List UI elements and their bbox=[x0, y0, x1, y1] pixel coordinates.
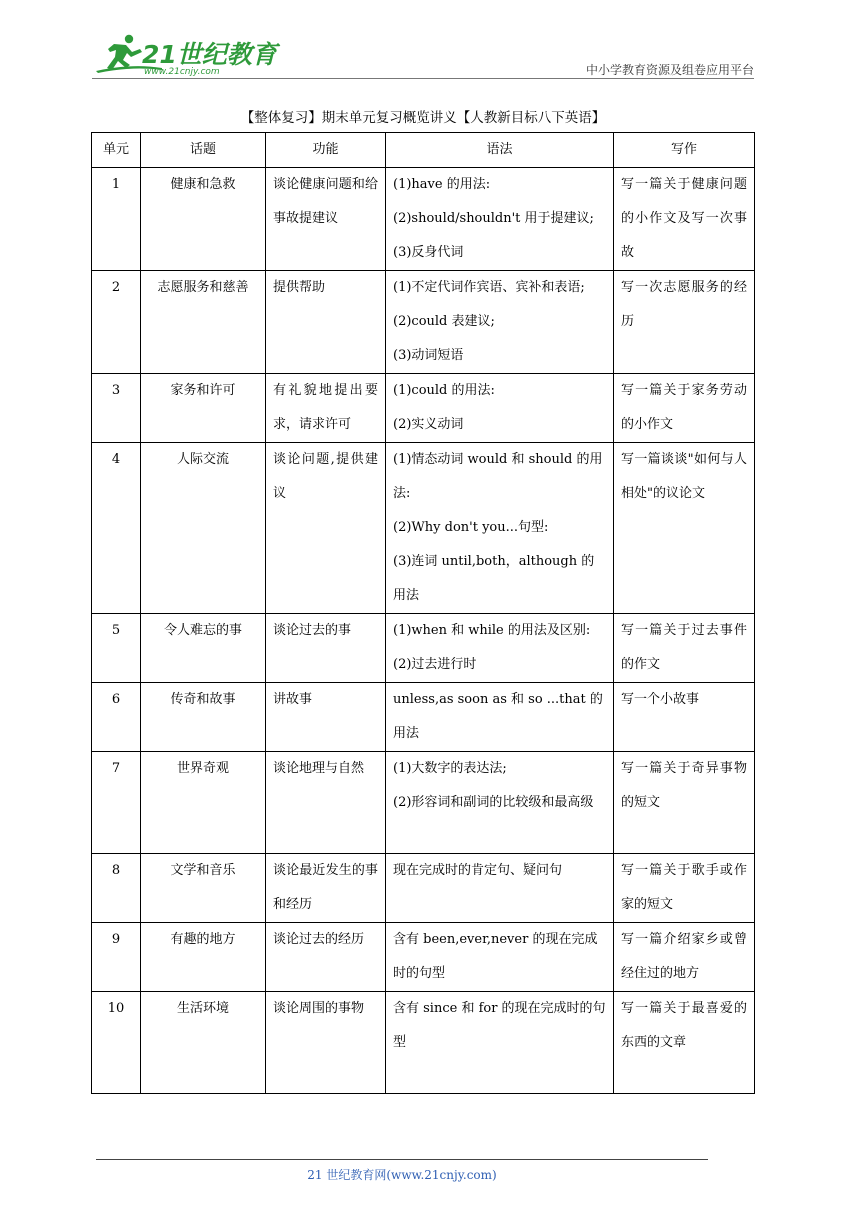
platform-name: 中小学教育资源及组卷应用平台 bbox=[585, 63, 754, 77]
grammar-cell bbox=[386, 923, 614, 992]
writing-cell: 写一个小故事 bbox=[614, 683, 755, 752]
header-unit: 单元 bbox=[92, 133, 141, 168]
grammar-cell bbox=[386, 168, 614, 271]
grammar-cell bbox=[386, 374, 614, 443]
table-row bbox=[92, 443, 755, 614]
table-row bbox=[92, 271, 755, 374]
function-cell: 谈论最近发生的事和经历 bbox=[266, 854, 386, 923]
table-row bbox=[92, 614, 755, 683]
grammar-item: (2)should/shouldn't 用于提建议; bbox=[393, 211, 594, 226]
grammar-item: (1)大数字的表达法; bbox=[393, 761, 507, 776]
grammar-item: (1)不定代词作宾语、宾补和表语; bbox=[393, 280, 585, 295]
writing-cell: 写一篇关于过去事件的作文 bbox=[614, 614, 755, 683]
grammar-item: unless,as soon as 和 so ...that 的用法 bbox=[393, 692, 603, 741]
grammar-cell bbox=[386, 443, 614, 614]
grammar-cell bbox=[386, 683, 614, 752]
topic-cell: 世界奇观 bbox=[141, 752, 266, 854]
grammar-item: (2)could 表建议; bbox=[393, 314, 495, 329]
page-footer: 21 世纪教育网(www.21cnjy.com) bbox=[307, 1168, 497, 1182]
grammar-cell bbox=[386, 992, 614, 1094]
unit-cell: 5 bbox=[92, 614, 141, 683]
writing-cell: 写一篇关于最喜爱的东西的文章 bbox=[614, 992, 755, 1094]
grammar-cell bbox=[386, 271, 614, 374]
unit-cell: 2 bbox=[92, 271, 141, 374]
writing-cell: 写一篇关于歌手或作家的短文 bbox=[614, 854, 755, 923]
table-row bbox=[92, 752, 755, 854]
grammar-item: (1)when 和 while 的用法及区别: bbox=[393, 623, 591, 638]
grammar-item: (3)动词短语 bbox=[393, 348, 464, 363]
unit-cell: 4 bbox=[92, 443, 141, 614]
topic-cell: 文学和音乐 bbox=[141, 854, 266, 923]
topic-cell: 传奇和故事 bbox=[141, 683, 266, 752]
grammar-item: (3)连词 until,both，although 的用法 bbox=[393, 554, 595, 603]
topic-cell: 健康和急救 bbox=[141, 168, 266, 271]
writing-cell: 写一篇介绍家乡或曾经住过的地方 bbox=[614, 923, 755, 992]
review-table bbox=[91, 132, 755, 1094]
function-cell: 讲故事 bbox=[266, 683, 386, 752]
unit-cell: 10 bbox=[92, 992, 141, 1094]
unit-cell: 1 bbox=[92, 168, 141, 271]
function-cell: 谈论过去的事 bbox=[266, 614, 386, 683]
writing-cell: 写一篇谈谈"如何与人相处"的议论文 bbox=[614, 443, 755, 614]
function-cell: 谈论地理与自然 bbox=[266, 752, 386, 854]
grammar-item: (3)反身代词 bbox=[393, 245, 464, 260]
unit-cell: 8 bbox=[92, 854, 141, 923]
grammar-item: (2)Why don't you...句型: bbox=[393, 520, 549, 535]
table-row bbox=[92, 168, 755, 271]
grammar-item: 含有 been,ever,never 的现在完成时的句型 bbox=[393, 932, 598, 981]
topic-cell: 家务和许可 bbox=[141, 374, 266, 443]
grammar-cell bbox=[386, 752, 614, 854]
function-cell: 谈论过去的经历 bbox=[266, 923, 386, 992]
grammar-cell bbox=[386, 854, 614, 923]
writing-cell: 写一次志愿服务的经历 bbox=[614, 271, 755, 374]
table-row bbox=[92, 374, 755, 443]
header-grammar: 语法 bbox=[386, 133, 614, 168]
table-row bbox=[92, 923, 755, 992]
grammar-item: 现在完成时的肯定句、疑问句 bbox=[393, 863, 563, 878]
function-cell: 提供帮助 bbox=[266, 271, 386, 374]
footer-divider bbox=[96, 1159, 708, 1160]
table-row bbox=[92, 683, 755, 752]
grammar-item: (2)形容词和副词的比较级和最高级 bbox=[393, 795, 594, 810]
function-cell: 谈论问题,提供建议 bbox=[266, 443, 386, 614]
grammar-item: 含有 since 和 for 的现在完成时的句型 bbox=[393, 1001, 606, 1050]
document-title: 【整体复习】期末单元复习概览讲义【人教新目标八下英语】 bbox=[240, 110, 606, 126]
logo-url: www.21cnjy.com bbox=[144, 67, 220, 77]
page-header bbox=[92, 30, 754, 80]
header-topic: 话题 bbox=[141, 133, 266, 168]
function-cell: 谈论健康问题和给事故提建议 bbox=[266, 168, 386, 271]
writing-cell: 写一篇关于奇异事物的短文 bbox=[614, 752, 755, 854]
grammar-cell bbox=[386, 614, 614, 683]
logo-wordmark: 21世纪教育 bbox=[142, 40, 277, 69]
header-writing: 写作 bbox=[614, 133, 755, 168]
topic-cell: 令人难忘的事 bbox=[141, 614, 266, 683]
grammar-item: (2)实义动词 bbox=[393, 417, 464, 432]
function-cell: 谈论周围的事物 bbox=[266, 992, 386, 1094]
topic-cell: 人际交流 bbox=[141, 443, 266, 614]
table-row bbox=[92, 992, 755, 1094]
header-divider bbox=[92, 78, 754, 79]
function-cell: 有礼貌地提出要求，请求许可 bbox=[266, 374, 386, 443]
topic-cell: 志愿服务和慈善 bbox=[141, 271, 266, 374]
topic-cell: 生活环境 bbox=[141, 992, 266, 1094]
table-header-row bbox=[92, 133, 755, 168]
unit-cell: 6 bbox=[92, 683, 141, 752]
grammar-item: (1)情态动词 would 和 should 的用法: bbox=[393, 452, 603, 501]
site-logo bbox=[92, 30, 277, 77]
grammar-item: (1)have 的用法: bbox=[393, 177, 491, 192]
unit-cell: 9 bbox=[92, 923, 141, 992]
grammar-item: (1)could 的用法: bbox=[393, 383, 495, 398]
table-row bbox=[92, 854, 755, 923]
header-function: 功能 bbox=[266, 133, 386, 168]
grammar-item: (2)过去进行时 bbox=[393, 657, 477, 672]
writing-cell: 写一篇关于家务劳动的小作文 bbox=[614, 374, 755, 443]
unit-cell: 3 bbox=[92, 374, 141, 443]
unit-cell: 7 bbox=[92, 752, 141, 854]
writing-cell: 写一篇关于健康问题的小作文及写一次事故 bbox=[614, 168, 755, 271]
topic-cell: 有趣的地方 bbox=[141, 923, 266, 992]
